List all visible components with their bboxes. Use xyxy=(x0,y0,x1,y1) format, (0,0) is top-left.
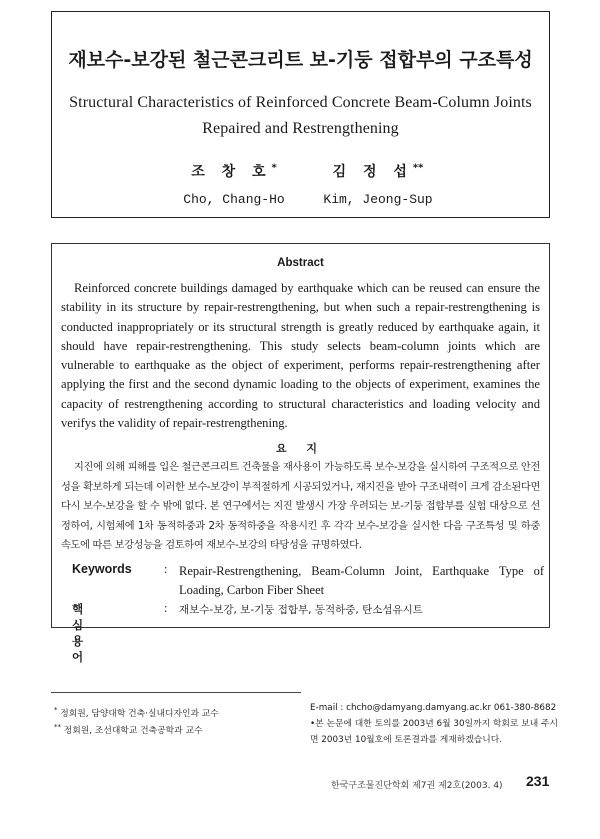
author-1 xyxy=(159,161,309,207)
journal-citation: 한국구조물진단학회 제7권 제2호(2003. 4) xyxy=(331,781,503,791)
abstract-text: Reinforced concrete buildings damaged by earthquake which can be reused can ensure the stability in its structure by repair-restrengthening, but when such a repair-restrengthening is conducted inappropriately or its structural strength is greatly reduced by earthquake again, it should have repair-restrengthening. This study selects beam-column joints which are vulnerable to earthquake as the object of experiment, performs repair-restrengthening after applying the first and the second dynamic loading to the objects of experiment, examines the capacity of restrengthening according to structural characteristics and loading velocity and verifys the validity of repair-restrengthening. xyxy=(61,281,540,431)
paper-title-english-line1: Structural Characteristics of Reinforced Concrete Beam-Column Joints xyxy=(69,94,532,111)
author-2-name-ko: 김 정 섭 xyxy=(332,164,413,180)
author-1-name-ko: 조 창 호 xyxy=(191,164,272,180)
footnote-2-text: 정회원, 조선대학교 건축공학과 교수 xyxy=(63,726,203,736)
footnote-2-mark: ** xyxy=(54,723,61,732)
keywords-korean-label: 핵심용어 xyxy=(72,602,87,664)
footnote-1-text: 정회원, 담양대학 건축·실내디자인과 교수 xyxy=(60,709,219,719)
author-2 xyxy=(303,161,453,207)
keywords-korean-colon: : xyxy=(164,601,168,615)
footnote-1-mark: * xyxy=(54,706,58,715)
author-1-name-en: Cho, Chang-Ho xyxy=(183,192,285,207)
keywords-korean-value: 재보수-보강, 보-기둥 접합부, 동적하중, 탄소섬유시트 xyxy=(179,604,423,616)
keywords-value: Repair-Restrengthening, Beam-Column Joint, Earthquake Type of Loading, Carbon Fiber Sheet xyxy=(179,564,544,597)
abstract-box xyxy=(51,243,550,664)
author-2-mark: ** xyxy=(412,162,424,174)
keywords-label: Keywords xyxy=(72,562,132,576)
footnote-divider xyxy=(51,692,301,693)
paper-title-english xyxy=(52,90,549,142)
paper-title-korean: 재보수-보강된 철근콘크리트 보-기둥 접합부의 구조특성 xyxy=(68,49,533,71)
title-box xyxy=(51,11,550,218)
author-2-name-en: Kim, Jeong-Sup xyxy=(323,192,433,207)
paper-title-english-line2: Repaired and Restrengthening xyxy=(202,120,399,137)
footnote-author-1 xyxy=(54,706,219,719)
abstract-heading: Abstract xyxy=(277,257,324,269)
page-number: 231 xyxy=(526,773,550,789)
footnote-author-2 xyxy=(54,723,202,736)
discussion-note: •본 논문에 대한 토의를 2003년 6월 30일까지 학회로 보내 주시면 2003년 10월호에 토론결과를 게재하겠습니다. xyxy=(310,719,558,745)
korean-summary-heading: 요 지 xyxy=(275,442,326,455)
keywords-colon: : xyxy=(164,562,168,576)
author-1-mark: * xyxy=(271,162,277,174)
contact-info: E-mail : chcho@damyang.damyang.ac.kr 061-380-8682 xyxy=(310,703,557,713)
korean-summary-text: 지진에 의해 피해를 입은 철근콘크리트 건축물을 재사용이 가능하도록 보수-보강을 실시하여 구조적으로 안전성을 확보하게 되는데 이러한 보수-보강이 부적절하게 시공되었거나, 재지진을 받아 구조내력이 크게 감소된다면 다시 보수-보강을 할 수 밖에 없다. 본 연구에서는 지진 발생시 가장 우려되는 보-기둥 접합부를 실험 대상으로 선정하여, 시험체에 1차 동적하중과 2차 동적하중을 작용시킨 후 각각 보수-보강을 실시한 다음 구조특성 및 하중속도에 따른 보강성능을 검토하여 재보수-보강의 타당성을 규명하였다. xyxy=(61,462,540,552)
